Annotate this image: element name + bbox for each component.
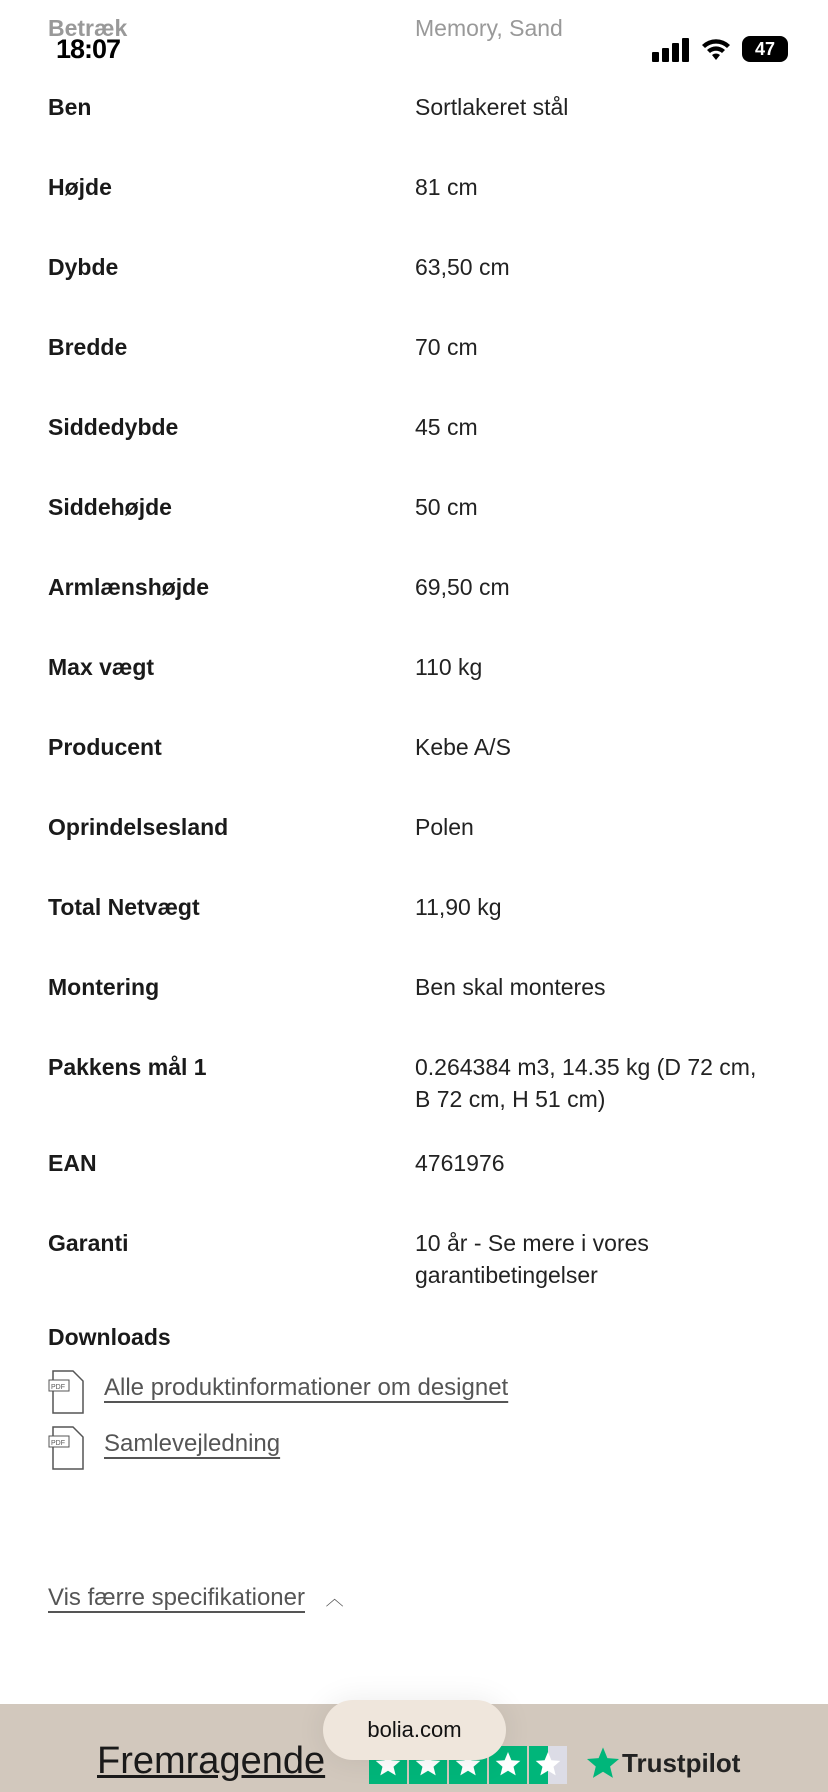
spec-label: Producent	[48, 734, 162, 760]
svg-text:PDF: PDF	[51, 1440, 65, 1447]
download-link[interactable]: Samlevejledning	[104, 1430, 281, 1457]
spec-label: Siddedybde	[48, 414, 179, 440]
clock: 18:07	[56, 34, 121, 64]
wifi-icon	[700, 36, 732, 62]
spec-label: Oprindelsesland	[48, 814, 229, 840]
spec-label: Total Netvægt	[48, 894, 200, 920]
spec-value: Sortlakeret stål	[415, 94, 569, 120]
spec-value: 50 cm	[415, 494, 478, 520]
spec-label: Armlænshøjde	[48, 574, 210, 600]
show-fewer-specs-button[interactable]	[48, 1584, 344, 1612]
spec-value: 45 cm	[415, 414, 478, 440]
pdf-file-icon	[48, 1426, 88, 1470]
spec-value: Kebe A/S	[415, 734, 511, 760]
spec-value: 0.264384 m3, 14.35 kg (D 72 cm, B 72 cm, H 51 cm)	[415, 1054, 757, 1112]
spec-value: 4761976	[415, 1150, 505, 1176]
spec-label: Pakkens mål 1	[48, 1054, 207, 1080]
half-star-icon	[529, 1746, 567, 1784]
spec-value: Polen	[415, 814, 474, 840]
url-bar[interactable]: bolia.com	[323, 1700, 506, 1760]
spec-value: Ben skal monteres	[415, 974, 606, 1000]
spec-value: 69,50 cm	[415, 574, 510, 600]
svg-text:PDF: PDF	[51, 1384, 65, 1391]
spec-value: Memory, Sand	[415, 15, 563, 41]
spec-label: Max vægt	[48, 654, 155, 680]
trustpilot-logo: Trustpilot	[622, 1748, 741, 1778]
battery-level: 47	[754, 39, 776, 59]
spec-label: Højde	[48, 174, 112, 200]
spec-value: 10 år - Se mere i vores garantibetingelser	[415, 1230, 649, 1288]
pdf-file-icon	[48, 1370, 88, 1414]
spec-label: Betræk	[48, 15, 128, 41]
spec-label: Montering	[48, 974, 160, 1000]
spec-label: Bredde	[48, 334, 128, 360]
spec-label: Garanti	[48, 1230, 129, 1256]
battery-icon	[742, 36, 788, 62]
download-link[interactable]: Alle produktinformationer om designet	[104, 1374, 509, 1401]
trustpilot-star-icon	[586, 1746, 620, 1780]
rating-text: Fremragende	[97, 1740, 326, 1782]
cellular-signal-icon	[652, 38, 692, 62]
spec-value: 110 kg	[415, 654, 483, 680]
spec-value: 11,90 kg	[415, 894, 502, 920]
downloads-heading: Downloads	[48, 1324, 171, 1350]
spec-label: Ben	[48, 94, 92, 120]
spec-label: Siddehøjde	[48, 494, 172, 520]
spec-value: 81 cm	[415, 174, 478, 200]
chevron-up-icon: ︿	[325, 1589, 344, 1609]
show-fewer-specs-label: Vis færre specifikationer	[48, 1584, 305, 1611]
spec-value: 63,50 cm	[415, 254, 510, 280]
spec-value: 70 cm	[415, 334, 478, 360]
spec-label: Dybde	[48, 254, 119, 280]
status-bar	[0, 30, 828, 70]
spec-label: EAN	[48, 1150, 97, 1176]
